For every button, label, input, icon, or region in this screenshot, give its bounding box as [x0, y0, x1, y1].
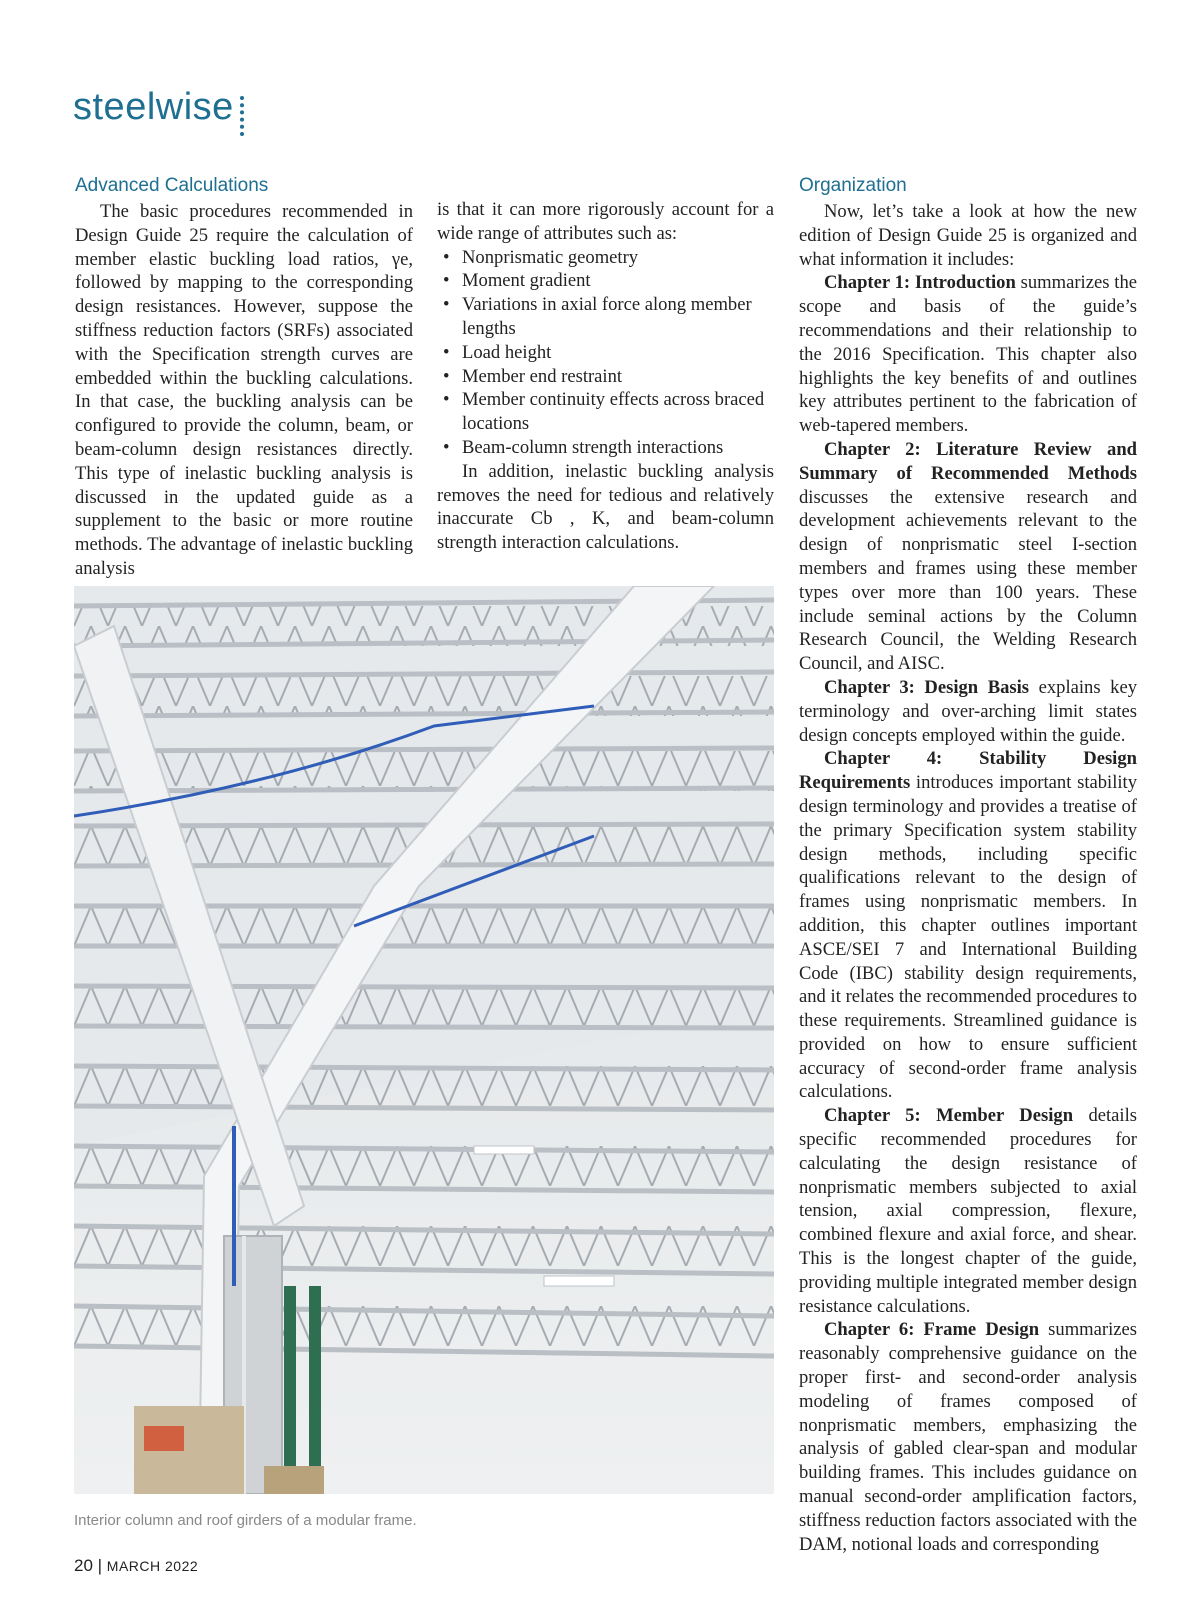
figure-caption: Interior column and roof girders of a modular frame.: [74, 1512, 417, 1529]
list-item: • Variations in axial force along member lengths: [437, 293, 774, 341]
chapter-title: Chapter 5: Member Design: [824, 1105, 1074, 1127]
footer-separator: |: [92, 1556, 107, 1575]
attribute-list: [437, 246, 774, 460]
frame-photo: [74, 586, 774, 1494]
paragraph-attributes-intro: is that it can more rigorously account for a wide range of attributes such as:: [437, 199, 774, 244]
chapter-title: Chapter 4: Stability Design Requirements: [799, 748, 1137, 794]
chapter-title: Chapter 1: Introduction: [824, 272, 1016, 294]
chapter-2-paragraph: [799, 438, 1137, 676]
paragraph-inelastic-buckling: In addition, inelastic buckling analysis removes the need for tedious and relatively inaccurate Cb , K, and beam-column strength interaction calculations.: [437, 460, 774, 554]
column-2: [437, 198, 774, 555]
heading-advanced-calculations: Advanced Calculations: [75, 175, 269, 196]
chapter-title: Chapter 6: Frame Design: [824, 1319, 1040, 1341]
list-item: • Member end restraint: [437, 365, 774, 389]
chapter-title: Chapter 3: Design Basis: [824, 676, 1030, 698]
chapter-text: summarizes the scope and basis of the guide’s recommendations and their relationship to the 2016 Specification. This chapter also highlights the key benefits of and outlines key attributes pertinent to the fabrication of web-tapered members.: [799, 272, 1138, 437]
chapter-text: summarizes reasonably comprehensive guidance on the proper first- and second-order analysis modeling of frames composed of nonprismatic members, emphasizing the analysis of gabled clear-span and modular building frames. This includes guidance on manual second-order amplification factors, stiffness reduction factors associated with the DAM, notional loads and corresponding: [799, 1319, 1137, 1555]
chapter-1-paragraph: [799, 271, 1137, 438]
magazine-section-title: steelwise: [73, 86, 234, 128]
chapter-3-paragraph: [799, 676, 1137, 747]
roof-girders-illustration: [74, 586, 774, 1494]
column-3: [799, 174, 1137, 1556]
heading-organization: Organization: [799, 175, 907, 196]
column-1: [75, 174, 413, 581]
chapter-5-paragraph: [799, 1104, 1137, 1318]
list-item: • Moment gradient: [437, 269, 774, 293]
issue-date: MARCH 2022: [106, 1558, 199, 1574]
chapter-text: explains key terminology and over-arching limit states design concepts employed within the guide.: [799, 676, 1138, 746]
page-number: 20: [74, 1556, 93, 1575]
chapter-title: Chapter 2: Literature Review and Summary of Recommended Methods: [799, 438, 1137, 484]
list-item: • Load height: [437, 341, 774, 365]
chapter-text: discusses the extensive research and development achievements relevant to the design of nonprismatic steel I-section members and frames using these member types over more than 100 years. These include seminal actions by the Column Research Council, the Welding Research Council, and AISC.: [799, 486, 1137, 675]
list-item: • Member continuity effects across braced locations: [437, 388, 774, 436]
chapter-text: details specific recommended procedures for calculating the design resistance of nonprismatic members subjected to axial tension, axial compression, flexure, combined flexure and axial force, and shear. This is the longest chapter of the guide, providing multiple integrated member design resistance calculations.: [799, 1105, 1138, 1317]
list-item: • Nonprismatic geometry: [437, 246, 774, 270]
brand-dotted-divider: [240, 96, 248, 136]
paragraph-advanced-calculations: The basic procedures recommended in Design Guide 25 require the calculation of member elastic buckling load ratios, γe, followed by mapping to the corresponding design resistances. However, suppose the stiffness reduction factors (SRFs) associated with the Specification strength curves are embedded within the buckling calculations. In that case, the buckling analysis can be configured to provide the column, beam, or beam-column design resistances directly. This type of inelastic buckling analysis is discussed in the updated guide as a supplement to the basic or more routine methods. The advantage of inelastic buckling analysis: [75, 201, 413, 579]
page-footer: [74, 1556, 198, 1576]
paragraph-organization-intro: Now, let’s take a look at how the new edition of Design Guide 25 is organized and what information it includes:: [799, 201, 1137, 270]
chapter-6-paragraph: [799, 1318, 1137, 1556]
list-item: • Beam-column strength interactions: [437, 436, 774, 460]
chapter-text: introduces important stability design terminology and provides a treatise of the primary Specification system stability design methods, including specific qualifications relevant to the design of frames using nonprismatic members. In addition, this chapter outlines important ASCE/SEI 7 and International Building Code (IBC) stability design requirements, and it relates the recommended procedures to these requirements. Streamlined guidance is provided on how to ensure sufficient accuracy of second-order frame analysis calculations.: [799, 772, 1137, 1103]
chapter-4-paragraph: [799, 747, 1137, 1104]
